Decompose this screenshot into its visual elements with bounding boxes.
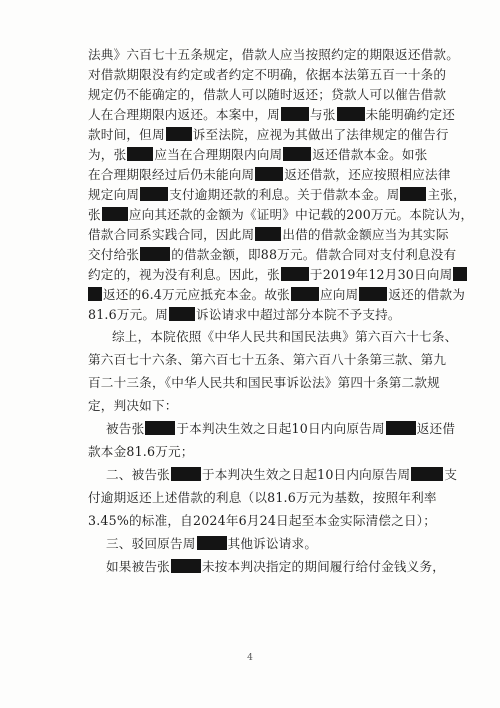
- text-line: [88, 532, 428, 555]
- text-fragment: 借款合同系实践合同，因此周: [88, 227, 255, 242]
- redaction-block: [197, 536, 227, 550]
- text-fragment: 的借款金额，即88万元。借款合同对支付利息没有: [171, 247, 457, 262]
- text-fragment: 付逾期返还上述借款的利息（以81.6万元为基数，按照年利率: [88, 490, 437, 505]
- text-fragment: 百二十三条，《中华人民共和国民事诉讼法》第四十条第二款规: [88, 375, 440, 390]
- text-line: [88, 105, 456, 125]
- redaction-block: [140, 247, 170, 261]
- text-fragment: 于本判决生效之日起10日内向原告周: [176, 421, 385, 436]
- text-line: [88, 509, 437, 532]
- text-line: [88, 285, 466, 305]
- redaction-block: [411, 467, 443, 481]
- text-line: [88, 325, 458, 348]
- text-fragment: 交付给张: [88, 247, 140, 262]
- text-fragment: 诉讼请求中超过部分本院不予支持。: [196, 307, 401, 322]
- text-fragment: 定，判决如下：: [88, 398, 178, 413]
- text-fragment: 如果被告张: [106, 559, 170, 574]
- text-fragment: 二、被告张: [106, 467, 170, 482]
- text-line: [88, 348, 447, 371]
- text-fragment: 被告张: [106, 421, 145, 436]
- redaction-block: [171, 467, 201, 481]
- text-fragment: 约定的，视为没有利息。因此，张: [88, 267, 280, 282]
- text-fragment: 未能明确约定还: [365, 107, 456, 122]
- text-fragment: 诉至法院，应视为其做出了法律规定的催告行: [192, 127, 449, 142]
- text-fragment: 于本判决生效之日起10日内向原告周: [201, 467, 411, 482]
- text-fragment: 返还借款本金。如张: [312, 147, 428, 162]
- text-fragment: 返还的6.4万元应抵充本金。故张: [103, 287, 290, 302]
- redaction-block: [171, 559, 201, 573]
- text-line: [88, 65, 447, 85]
- text-line: [88, 185, 466, 205]
- text-fragment: 返还借: [416, 421, 456, 436]
- text-fragment: 综上，本院依照《中华人民共和国民法典》第六百六十七条、: [112, 329, 458, 344]
- redaction-block: [166, 127, 192, 141]
- redaction-block: [337, 107, 365, 121]
- redaction-block: [400, 187, 426, 201]
- redaction-block: [453, 267, 467, 281]
- redaction-block: [88, 287, 102, 301]
- text-fragment: 法典》六百七十五条规定，借款人应当按照约定的期限返还借款。: [88, 47, 460, 62]
- text-fragment: 与张: [309, 107, 336, 122]
- redaction-block: [283, 147, 311, 161]
- text-line: [88, 371, 440, 394]
- text-line: [88, 394, 428, 417]
- text-line: [88, 125, 449, 145]
- text-fragment: 出借的借款金额应当为其实际: [282, 227, 449, 242]
- text-line: [88, 225, 449, 245]
- text-line: [88, 205, 474, 225]
- redaction-block: [359, 287, 387, 301]
- redaction-block: [140, 187, 168, 201]
- text-line: [88, 165, 451, 185]
- redaction-block: [255, 227, 281, 241]
- text-fragment: 主张，: [427, 187, 466, 202]
- text-fragment: 人在合理期限内返还。本案中，周: [88, 107, 280, 122]
- page-number: 4: [247, 653, 253, 663]
- redaction-block: [145, 421, 175, 435]
- document-body: [88, 45, 474, 578]
- text-fragment: 第六百七十六条、第六百七十五条、第六百八十条第三款、第九: [88, 352, 447, 367]
- redaction-block: [127, 147, 153, 161]
- redaction-block: [169, 307, 195, 321]
- text-fragment: 在合理期限经过后仍未能向周: [88, 167, 255, 182]
- text-fragment: 其他诉讼请求。: [227, 536, 318, 551]
- text-line: [88, 305, 428, 325]
- redaction-block: [281, 107, 309, 121]
- redaction-block: [255, 167, 283, 181]
- text-line: [88, 85, 447, 105]
- text-fragment: 未按本判决指定的期间履行给付金钱义务，: [201, 559, 446, 574]
- redaction-block: [386, 421, 416, 435]
- redaction-block: [281, 267, 309, 281]
- text-fragment: 为，张: [88, 147, 127, 162]
- text-fragment: 于2019年12月30日向周: [309, 267, 453, 282]
- text-fragment: 应当在合理期限内向周: [154, 147, 283, 162]
- redaction-block: [291, 287, 319, 301]
- text-fragment: 支付逾期还款的利息。关于借款本金。周: [169, 187, 400, 202]
- text-fragment: 返还借款，还应按照相应法律: [284, 167, 451, 182]
- text-line: [88, 145, 428, 165]
- text-fragment: 规定向周: [88, 187, 140, 202]
- text-line: [88, 45, 460, 65]
- text-fragment: 款本金81.6万元；: [88, 444, 194, 459]
- text-fragment: 规定仍不能确定的，借款人可以随时返还；贷款人可以催告借款: [88, 87, 447, 102]
- text-fragment: 对借款期限没有约定或者约定不明确，依据本法第五百一十条的: [88, 67, 447, 82]
- text-fragment: 款时间，但周: [88, 127, 165, 142]
- text-line: [88, 555, 446, 578]
- text-fragment: 返还的借款为: [388, 287, 466, 302]
- text-line: [88, 486, 437, 509]
- redaction-block: [102, 207, 128, 221]
- text-fragment: 应向周: [319, 287, 359, 302]
- text-fragment: 81.6万元。周: [88, 307, 169, 322]
- text-line: [88, 440, 428, 463]
- text-fragment: 三、驳回原告周: [106, 536, 196, 551]
- text-line: [88, 463, 458, 486]
- text-fragment: 3.45%的标准，自2024年6月24日起至本金实际清偿之日）；: [88, 513, 437, 528]
- text-fragment: 张: [88, 207, 101, 222]
- text-line: [88, 265, 453, 285]
- text-line: [88, 245, 457, 265]
- text-fragment: 应向其还款的金额为《证明》中记载的200万元。本院认为，: [128, 207, 474, 222]
- text-line: [88, 417, 456, 440]
- text-fragment: 支: [444, 467, 458, 482]
